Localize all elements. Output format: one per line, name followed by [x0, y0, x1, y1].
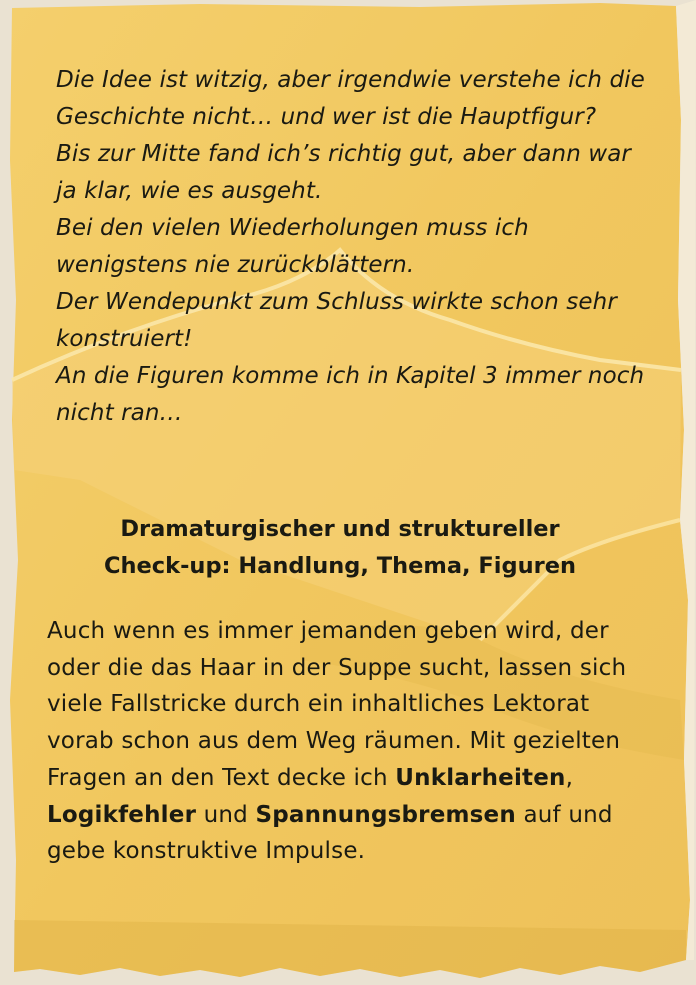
body-text-part1: Auch wenn es immer jemanden geben wird, der oder die das Haar in der Suppe sucht, lassen sich viele Fallstricke durch ein inhaltliches Lektorat vorab schon aus dem Weg räumen. Mit gezielten Fragen an den Text decke ich: [47, 618, 627, 791]
keyword-logikfehler: Logikfehler: [47, 801, 197, 828]
body-paragraph: [47, 613, 662, 870]
keyword-unklarheiten: Unklarheiten: [395, 764, 566, 791]
quote-line: Bis zur Mitte fand ich’s richtig gut, aber dann war ja klar, wie es ausgeht.: [56, 141, 631, 204]
body-separator: und: [196, 801, 256, 828]
reader-quotes: [56, 62, 656, 432]
keyword-spannungsbremsen: Spannungsbremsen: [255, 801, 516, 828]
quote-line: Der Wendepunkt zum Schluss wirkte schon sehr konstruiert!: [56, 289, 617, 352]
quote-line: An die Figuren komme ich in Kapitel 3 immer noch nicht ran…: [56, 363, 645, 426]
heading-line-2: Check-up: Handlung, Thema, Figuren: [104, 553, 576, 579]
heading-line-1: Dramaturgischer und struktureller: [120, 516, 560, 542]
body-separator: ,: [565, 764, 574, 791]
section-heading: [40, 511, 640, 585]
quote-line: Die Idee ist witzig, aber irgendwie verstehe ich die Geschichte nicht… und wer ist die Hauptfigur?: [56, 67, 645, 130]
body-text-part2: auf und gebe konstruktive Impulse.: [47, 801, 613, 865]
quote-line: Bei den vielen Wiederholungen muss ich wenigstens nie zurückblättern.: [56, 215, 529, 278]
